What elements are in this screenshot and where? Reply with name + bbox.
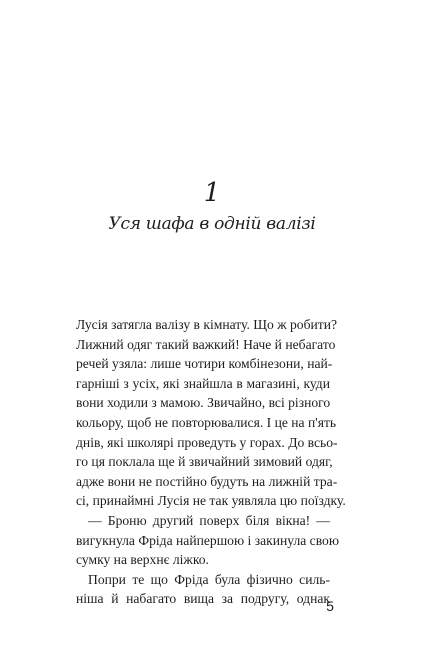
text-line: — Броню другий поверх біля вікна! — xyxy=(88,512,330,528)
text-line: днів, які школярі проведуть у горах. До всьо- xyxy=(76,434,338,450)
text-line: сі, принаймні Лусія не так уявляла цю поїздку. xyxy=(76,493,346,509)
text-line: го ця поклала ще й звичайний зимовий одяг, xyxy=(76,454,333,470)
text-line: Лижний одяг такий важкий! Наче й небагато xyxy=(76,336,336,352)
text-line: сумку на верхнє ліжко. xyxy=(76,552,209,568)
text-line: речей узяла: лише чотири комбінезони, най- xyxy=(76,356,333,372)
text-line: кольору, щоб не повторювалися. І це на п'ять xyxy=(76,414,337,430)
chapter-title: Уся шафа в одній валізі xyxy=(108,214,316,234)
page-number: 5 xyxy=(326,598,334,614)
text-line: Попри те що Фріда була фізично силь- xyxy=(88,571,330,587)
text-line: адже вони не постійно будуть на лижній тра- xyxy=(76,473,338,489)
body-text xyxy=(76,315,346,609)
text-line: вони ходили з мамою. Звичайно, всі різного xyxy=(76,395,331,411)
chapter-number: 1 xyxy=(203,178,221,208)
text-line: вигукнула Фріда найпершою і закинула свою xyxy=(76,532,339,548)
text-line: гарніші з усіх, які знайшла в магазині, куди xyxy=(76,375,330,391)
text-line: Лусія затягла валізу в кімнату. Що ж робити? xyxy=(76,317,338,332)
text-line: ніша й набагато вища за подругу, однак xyxy=(76,591,330,607)
